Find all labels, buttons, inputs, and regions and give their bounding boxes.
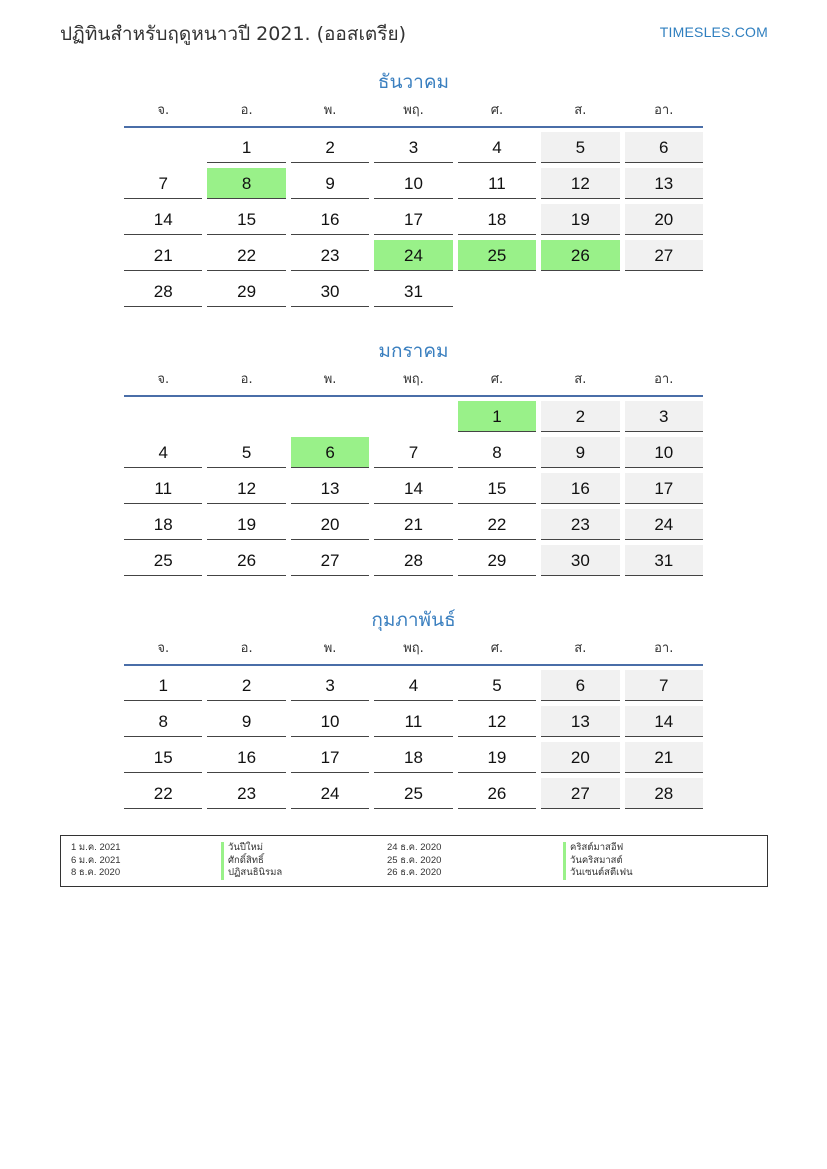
weekday-label: พฤ. <box>403 641 424 656</box>
weekday-label: อ. <box>240 641 253 656</box>
day-cell: 17 <box>291 742 369 773</box>
weekday-label: จ. <box>157 641 170 656</box>
day-grid <box>124 401 703 581</box>
legend-date: 26 ธ.ค. 2020 <box>387 867 442 878</box>
day-cell: 13 <box>291 473 369 504</box>
day-grid <box>124 670 703 814</box>
day-cell: 21 <box>625 742 703 773</box>
day-cell: 16 <box>541 473 619 504</box>
weekday-label: ศ. <box>490 103 504 118</box>
day-cell: 21 <box>124 240 202 271</box>
day-cell: 23 <box>291 240 369 271</box>
weekday-label: พ. <box>323 372 337 387</box>
day-cell: 30 <box>291 276 369 307</box>
day-cell: 25 <box>374 778 452 809</box>
day-cell: 5 <box>207 437 285 468</box>
day-cell: 30 <box>541 545 619 576</box>
holiday-day-cell: 25 <box>458 240 536 271</box>
day-cell: 31 <box>625 545 703 576</box>
weekday-label: อ. <box>240 372 253 387</box>
day-cell: 9 <box>291 168 369 199</box>
site-link[interactable]: TIMESLES.COM <box>659 24 768 40</box>
day-cell: 10 <box>625 437 703 468</box>
day-cell: 13 <box>625 168 703 199</box>
day-cell: 18 <box>458 204 536 235</box>
day-cell: 7 <box>124 168 202 199</box>
day-cell: 28 <box>124 276 202 307</box>
holiday-day-cell: 24 <box>374 240 452 271</box>
day-cell: 6 <box>541 670 619 701</box>
day-cell: 8 <box>458 437 536 468</box>
day-cell: 3 <box>625 401 703 432</box>
month-title: ธันวาคม <box>377 71 450 93</box>
legend-names-col-1 <box>221 842 387 886</box>
page-title: ปฏิทินสำหรับฤดูหนาวปี 2021. (ออสเตรีย) <box>60 23 407 45</box>
weekday-label: ส. <box>574 372 587 387</box>
weekday-label: ศ. <box>490 641 504 656</box>
day-cell: 5 <box>541 132 619 163</box>
day-cell: 22 <box>458 509 536 540</box>
day-cell: 21 <box>374 509 452 540</box>
month-calendar <box>124 68 703 312</box>
weekday-label: อ. <box>240 103 253 118</box>
weekday-label: อา. <box>654 641 674 656</box>
weekday-header <box>124 640 703 666</box>
holiday-day-cell: 8 <box>207 168 285 199</box>
month-title: กุมภาพันธ์ <box>371 609 456 631</box>
day-cell: 27 <box>291 545 369 576</box>
day-cell: 9 <box>207 706 285 737</box>
day-cell: 1 <box>207 132 285 163</box>
weekday-label: พ. <box>323 641 337 656</box>
empty-cell <box>124 401 202 432</box>
day-cell: 1 <box>124 670 202 701</box>
legend-date: 25 ธ.ค. 2020 <box>387 854 442 866</box>
day-cell: 11 <box>458 168 536 199</box>
weekday-header <box>124 371 703 397</box>
weekday-label: อา. <box>654 103 674 118</box>
day-cell: 12 <box>207 473 285 504</box>
legend-holiday-name: คริสต์มาสอีฟ <box>563 842 763 855</box>
weekday-label: ศ. <box>490 372 504 387</box>
day-cell: 15 <box>124 742 202 773</box>
empty-cell <box>291 401 369 432</box>
legend-dates-col-1 <box>71 842 221 886</box>
day-cell: 11 <box>374 706 452 737</box>
day-cell: 2 <box>207 670 285 701</box>
day-cell: 28 <box>374 545 452 576</box>
day-cell: 19 <box>458 742 536 773</box>
day-cell: 6 <box>625 132 703 163</box>
legend-date: 8 ธ.ค. 2020 <box>71 867 121 878</box>
day-cell: 13 <box>541 706 619 737</box>
holiday-day-cell: 6 <box>291 437 369 468</box>
day-cell: 2 <box>541 401 619 432</box>
day-cell: 9 <box>541 437 619 468</box>
day-cell: 20 <box>625 204 703 235</box>
day-cell: 7 <box>625 670 703 701</box>
day-cell: 18 <box>124 509 202 540</box>
day-cell: 3 <box>374 132 452 163</box>
day-cell: 25 <box>124 545 202 576</box>
weekday-label: พฤ. <box>403 372 424 387</box>
empty-cell <box>374 401 452 432</box>
day-cell: 14 <box>124 204 202 235</box>
day-cell: 27 <box>625 240 703 271</box>
empty-cell <box>207 401 285 432</box>
day-cell: 26 <box>207 545 285 576</box>
day-cell: 17 <box>625 473 703 504</box>
day-cell: 5 <box>458 670 536 701</box>
day-cell: 11 <box>124 473 202 504</box>
day-cell: 10 <box>374 168 452 199</box>
weekday-label: ส. <box>574 641 587 656</box>
day-cell: 4 <box>374 670 452 701</box>
weekday-label: จ. <box>157 372 170 387</box>
day-cell: 28 <box>625 778 703 809</box>
legend-holiday-name: วันปีใหม่ <box>221 842 387 855</box>
day-cell: 19 <box>541 204 619 235</box>
month-calendar <box>124 337 703 581</box>
day-cell: 12 <box>458 706 536 737</box>
empty-cell <box>124 132 202 163</box>
day-cell: 16 <box>291 204 369 235</box>
day-cell: 20 <box>291 509 369 540</box>
holiday-day-cell: 26 <box>541 240 619 271</box>
day-cell: 23 <box>207 778 285 809</box>
day-cell: 16 <box>207 742 285 773</box>
weekday-label: พ. <box>323 103 337 118</box>
holiday-day-cell: 1 <box>458 401 536 432</box>
day-grid <box>124 132 703 312</box>
day-cell: 17 <box>374 204 452 235</box>
day-cell: 8 <box>124 706 202 737</box>
day-cell: 4 <box>458 132 536 163</box>
weekday-label: ส. <box>574 103 587 118</box>
day-cell: 23 <box>541 509 619 540</box>
day-cell: 22 <box>124 778 202 809</box>
day-cell: 15 <box>458 473 536 504</box>
month-title: มกราคม <box>378 340 449 362</box>
day-cell: 24 <box>291 778 369 809</box>
day-cell: 7 <box>374 437 452 468</box>
day-cell: 22 <box>207 240 285 271</box>
legend-date: 6 ม.ค. 2021 <box>71 854 121 866</box>
holiday-legend <box>60 835 768 887</box>
weekday-label: จ. <box>157 103 170 118</box>
month-calendar <box>124 606 703 814</box>
legend-holiday-name: วันเซนต์สตีเฟน <box>563 867 763 880</box>
day-cell: 20 <box>541 742 619 773</box>
day-cell: 18 <box>374 742 452 773</box>
legend-date: 24 ธ.ค. 2020 <box>387 842 442 853</box>
legend-holiday-name: วันคริสมาสต์ <box>563 855 763 868</box>
weekday-header <box>124 102 703 128</box>
day-cell: 31 <box>374 276 452 307</box>
day-cell: 10 <box>291 706 369 737</box>
day-cell: 24 <box>625 509 703 540</box>
legend-holiday-name: ปฏิสนธินิรมล <box>221 867 387 880</box>
legend-date: 1 ม.ค. 2021 <box>71 842 121 853</box>
weekday-label: อา. <box>654 372 674 387</box>
day-cell: 2 <box>291 132 369 163</box>
legend-names-col-2 <box>563 842 763 886</box>
legend-holiday-name: ศักดิ์สิทธิ์ <box>221 855 387 868</box>
day-cell: 14 <box>374 473 452 504</box>
day-cell: 27 <box>541 778 619 809</box>
day-cell: 29 <box>458 545 536 576</box>
day-cell: 12 <box>541 168 619 199</box>
day-cell: 14 <box>625 706 703 737</box>
legend-dates-col-2 <box>387 842 563 886</box>
weekday-label: พฤ. <box>403 103 424 118</box>
day-cell: 19 <box>207 509 285 540</box>
day-cell: 4 <box>124 437 202 468</box>
day-cell: 3 <box>291 670 369 701</box>
day-cell: 29 <box>207 276 285 307</box>
day-cell: 26 <box>458 778 536 809</box>
day-cell: 15 <box>207 204 285 235</box>
